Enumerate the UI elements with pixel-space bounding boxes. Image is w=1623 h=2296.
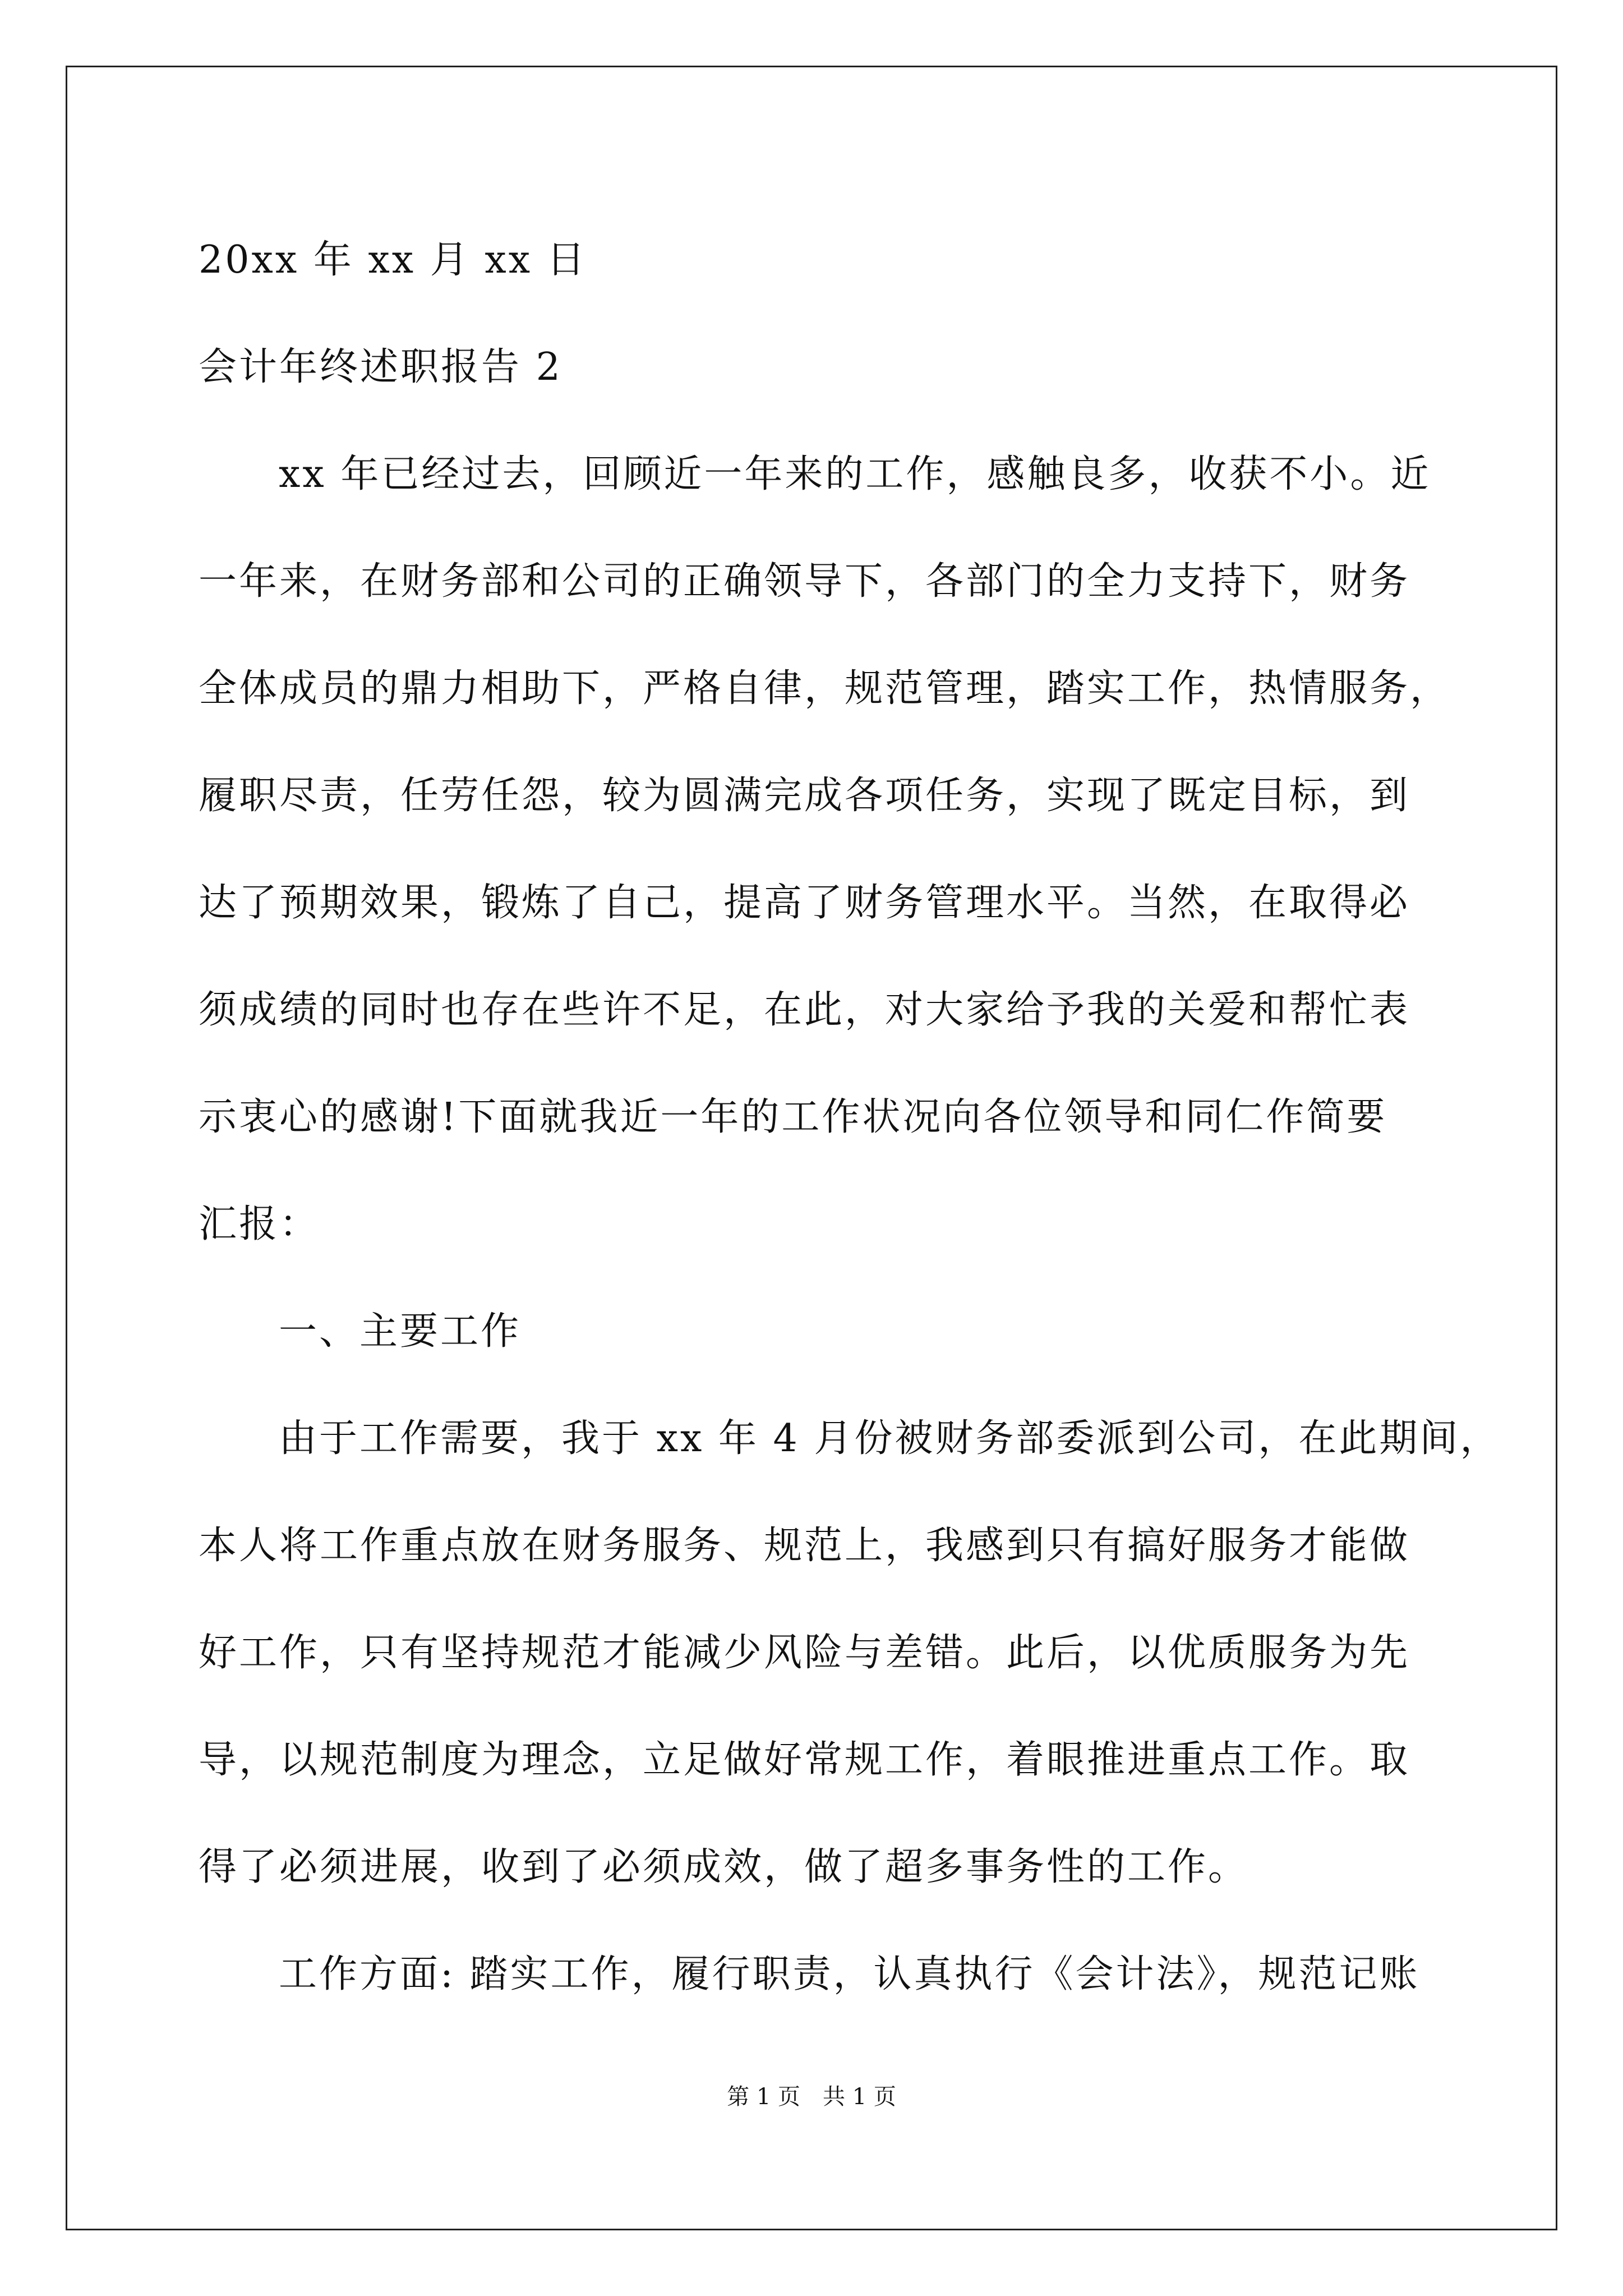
paragraph-intro (199, 421, 1455, 1278)
text-line: 全体成员的鼎力相助下，严格自律，规范管理，踏实工作，热情服务， (199, 666, 1451, 711)
document-body (199, 206, 1501, 2028)
text-line: 示衷心的感谢!下面就我近一年的工作状况向各位领导和同仁作简要 (199, 1095, 1387, 1139)
text-line: 由于工作需要，我于 xx 年 4 月份被财务部委派到公司，在此期间， (279, 1416, 1501, 1461)
text-line: 须成绩的同时也存在些许不足，在此，对大家给予我的关爱和帮忙表 (199, 988, 1410, 1032)
date-line: 20xx 年 xx 月 xx 日 (199, 238, 587, 282)
text-line: 履职尽责，任劳任怨，较为圆满完成各项任务，实现了既定目标，到 (199, 774, 1410, 818)
text-line: 本人将工作重点放在财务服务、规范上，我感到只有搞好服务才能做 (199, 1524, 1410, 1568)
section-heading: 一、主要工作 (279, 1309, 522, 1354)
text-line: 一年来，在财务部和公司的正确领导下，各部门的全力支持下，财务 (199, 559, 1410, 604)
text-line: 工作方面: 踏实工作，履行职责，认真执行《会计法》，规范记账 (279, 1952, 1420, 1996)
text-line: 导，以规范制度为理念，立足做好常规工作，着眼推进重点工作。取 (199, 1738, 1410, 1782)
text-line: xx 年已经过去，回顾近一年来的工作，感触良多，收获不小。近 (279, 452, 1431, 496)
text-line: 汇报： (199, 1202, 320, 1246)
page-footer: 第 1 页 共 1 页 (727, 2084, 896, 2110)
paragraph-main-work (199, 1385, 1501, 1921)
text-line: 得了必须进展，收到了必须成效，做了超多事务性的工作。 (199, 1845, 1249, 1889)
paragraph-work-aspect (199, 1921, 1455, 2028)
text-line: 达了预期效果，锻炼了自己，提高了财务管理水平。当然，在取得必 (199, 881, 1410, 925)
document-title: 会计年终述职报告 2 (199, 345, 562, 389)
text-line: 好工作，只有坚持规范才能减少风险与差错。此后，以优质服务为先 (199, 1631, 1410, 1675)
